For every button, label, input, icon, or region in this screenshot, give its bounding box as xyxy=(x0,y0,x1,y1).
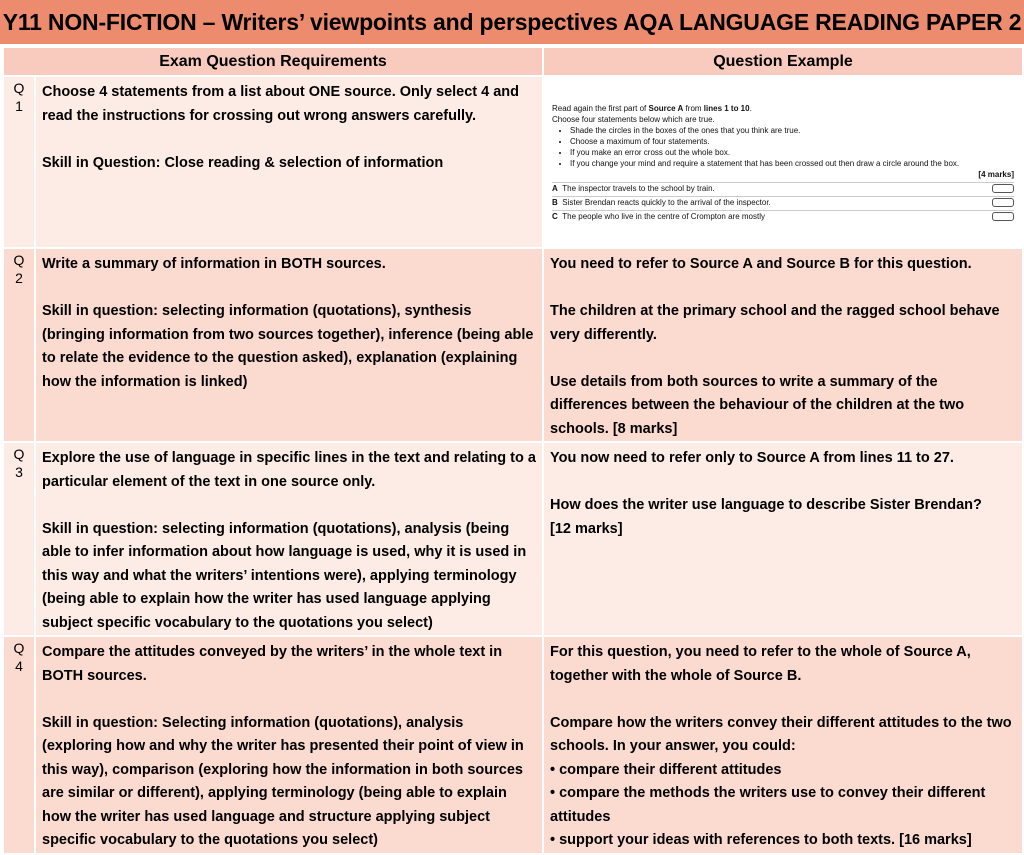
requirement-cell: Write a summary of information in BOTH sources. Skill in question: selecting information (quotations), synthesis (bringing information from two sources together), inference (being able to relate the evidence to the question asked), explanation (explaining how the information is linked) xyxy=(35,248,543,442)
question-number: Q 4 xyxy=(3,636,35,854)
example-cell xyxy=(543,76,1023,248)
example-cell: You now need to refer only to Source A from lines 11 to 27. How does the writer use language to describe Sister Brendan? [12 marks] xyxy=(543,442,1023,636)
question-number: Q 3 xyxy=(3,442,35,636)
example-option: C The people who live in the centre of Crompton are mostly xyxy=(552,210,1014,222)
example-bullet: • If you change your mind and require a statement that has been crossed out then draw a circle around the box. xyxy=(570,158,1014,169)
example-bullets xyxy=(552,125,1014,169)
header-example: Question Example xyxy=(543,47,1023,76)
example-cell: You need to refer to Source A and Source B for this question. The children at the primary school and the ragged school behave very differently. Use details from both sources to write a summary of the differences between the behaviour of the children at the two schools. [8 marks] xyxy=(543,248,1023,442)
question-number: Q 2 xyxy=(3,248,35,442)
requirements-table xyxy=(2,46,1024,855)
requirement-cell: Explore the use of language in specific lines in the text and relating to a particular element of the text in one source only. Skill in question: selecting information (quotations), analysis (being able to infer information about how language is used, why it is used in this way and what the writers’ intentions were), applying terminology (being able to explain how the writer has used language applying subject specific vocabulary to the quotations you select) xyxy=(35,442,543,636)
question-example-image xyxy=(548,103,1018,222)
example-option: A The inspector travels to the school by train. xyxy=(552,182,1014,194)
table-header-row xyxy=(3,47,1023,76)
option-circle-box xyxy=(992,184,1014,193)
header-requirements: Exam Question Requirements xyxy=(3,47,543,76)
example-option: B Sister Brendan reacts quickly to the arrival of the inspector. xyxy=(552,196,1014,208)
page-title: Y11 NON-FICTION – Writers’ viewpoints and perspectives AQA LANGUAGE READING PAPER 2 xyxy=(0,0,1024,44)
requirement-cell: Compare the attitudes conveyed by the writers’ in the whole text in BOTH sources. Skill in question: Selecting information (quotations), analysis (exploring how and why the writer has presented their point of view in this way), comparison (exploring how the information in both sources are similar or different), applying terminology (being able to explain how the writer has used language and structure applying subject specific vocabulary to the quotations you select) xyxy=(35,636,543,854)
option-circle-box xyxy=(992,198,1014,207)
example-line-1: Read again the first part of Source A from lines 1 to 10. xyxy=(552,103,752,113)
option-circle-box xyxy=(992,212,1014,221)
example-bullet: • Choose a maximum of four statements. xyxy=(570,136,1014,147)
table-row-q4 xyxy=(3,636,1023,854)
table-row-q2 xyxy=(3,248,1023,442)
table-row-q1 xyxy=(3,76,1023,248)
example-bullet: • If you make an error cross out the whole box. xyxy=(570,147,1014,158)
requirement-cell: Choose 4 statements from a list about ONE source. Only select 4 and read the instructions for crossing out wrong answers carefully. Skill in Question: Close reading & selection of information xyxy=(35,76,543,248)
question-number: Q 1 xyxy=(3,76,35,248)
table-row-q3 xyxy=(3,442,1023,636)
example-line-2: Choose four statements below which are true. xyxy=(552,114,715,124)
example-marks: [4 marks] xyxy=(978,169,1014,179)
example-cell: For this question, you need to refer to the whole of Source A, together with the whole of Source B. Compare how the writers convey their different attitudes to the two schools. In your answer, you could: • compare their different attitudes • compare the methods the writers use to convey their different attitudes • support your ideas with references to both texts. [16 marks] xyxy=(543,636,1023,854)
example-bullet: • Shade the circles in the boxes of the ones that you think are true. xyxy=(570,125,1014,136)
